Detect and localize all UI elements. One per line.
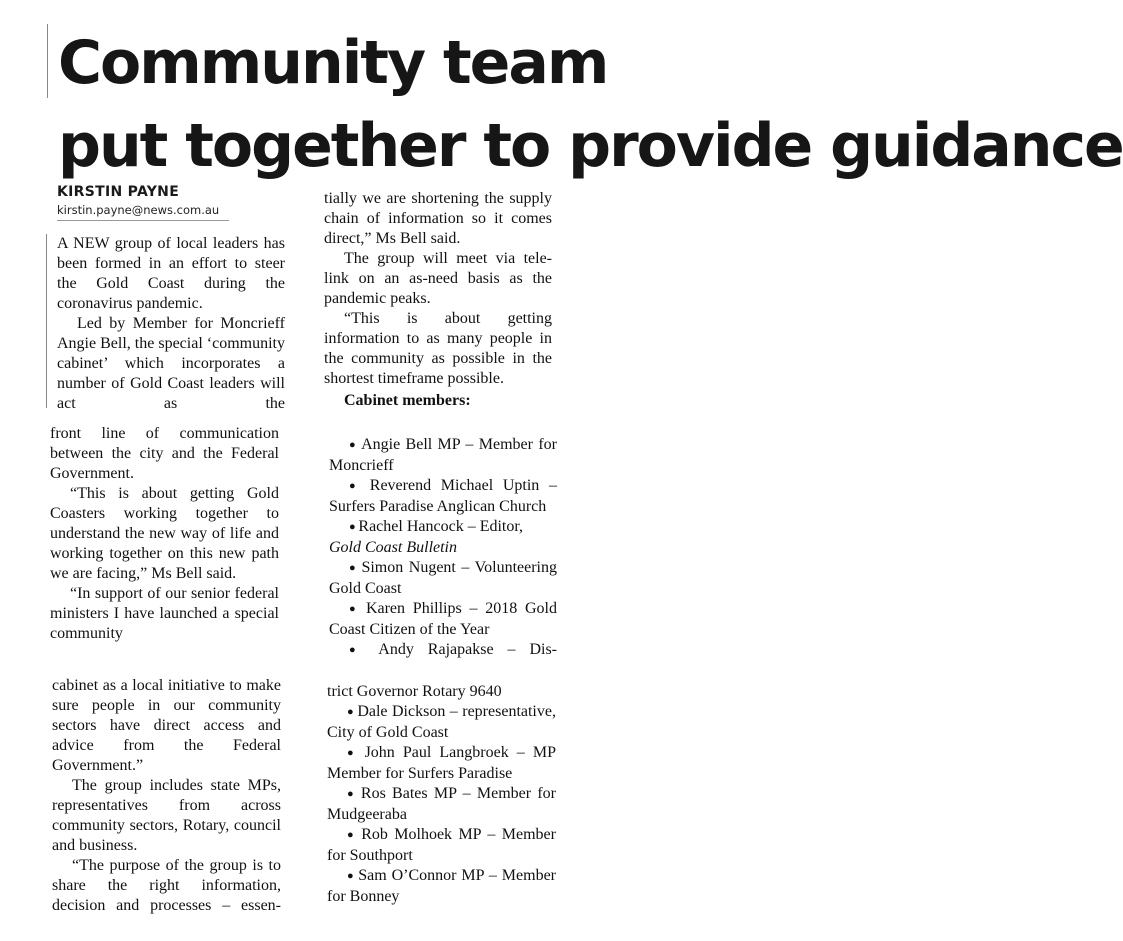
members-list-2 [327,682,556,907]
headline [58,22,1123,188]
list-item: ● Sam O’Connor MP – Member for Bonney [327,866,556,907]
list-item-continuation: Gold Coast Bulletin [329,539,457,556]
col1-block-1 [57,234,285,414]
headline-rule [47,24,48,98]
byline-email: kirstin.payne@news.com.au [57,203,220,217]
col1-block-2 [50,424,279,644]
headline-line-1: Community team [58,28,608,98]
list-item: ● Karen Phillips – 2018 Gold Coast Citizen of the Year [329,599,557,640]
col2-block-1 [324,189,552,411]
list-item: ● Andy Rajapakse – Dis- [329,640,557,661]
headline-line-2: put together to provide guidance [58,111,1123,181]
paragraph: “This is about getting Gold Coasters working together to understand the new way of life and working together on this new path we are facing,” Ms Bell said. [50,485,279,582]
byline-author: KIRSTIN PAYNE [57,184,180,200]
paragraph: “In support of our senior federal ministers I have launched a special community [50,585,279,642]
list-item: ● Reverend Michael Uptin – Surfers Paradise Anglican Church [329,476,557,517]
list-item: ● Dale Dickson – representative, City of Gold Coast [327,702,556,743]
paragraph: tially we are shortening the supply chain of information so it comes direct,” Ms Bell said. [324,190,552,247]
intro-rule [46,234,47,408]
list-item: ● Simon Nugent – Volunteering Gold Coast [329,558,557,599]
paragraph: “The purpose of the group is to share the right information, decision and processes – essen- [52,857,281,914]
paragraph: front line of communication between the city and the Federal Government. [50,425,279,482]
list-item: ● Angie Bell MP – Member for Moncrieff [329,435,557,476]
subhead-cabinet-members: Cabinet members: [344,392,471,409]
list-item: ● John Paul Langbroek – MP Member for Surfers Paradise [327,743,556,784]
list-item: ● Ros Bates MP – Member for Mudgeeraba [327,784,556,825]
paragraph: Led by Member for Moncrieff Angie Bell, the special ‘community cabinet’ which incorporates a number of Gold Coast leaders will act as the [57,315,285,412]
list-item: ● Rachel Hancock – Editor, [329,517,557,538]
paragraph: A NEW group of local leaders has been formed in an effort to steer the Gold Coast during the coronavirus pandemic. [57,235,285,312]
paragraph: “This is about getting information to as many people in the community as possible in the shortest timeframe possible. [324,310,552,387]
byline-divider [57,220,229,221]
members-list-1 [329,435,557,661]
list-item-continuation: trict Governor Rotary 9640 [327,683,502,700]
paragraph: cabinet as a local initiative to make sure people in our community sectors have direct access and advice from the Federal Government.” [52,677,281,774]
paragraph: The group includes state MPs, representatives from across community sectors, Rotary, council and business. [52,777,281,854]
list-item: ● Rob Molhoek MP – Member for Southport [327,825,556,866]
col1-block-3 [52,676,281,916]
paragraph: The group will meet via tele-link on an as-need basis as the pandemic peaks. [324,250,552,307]
